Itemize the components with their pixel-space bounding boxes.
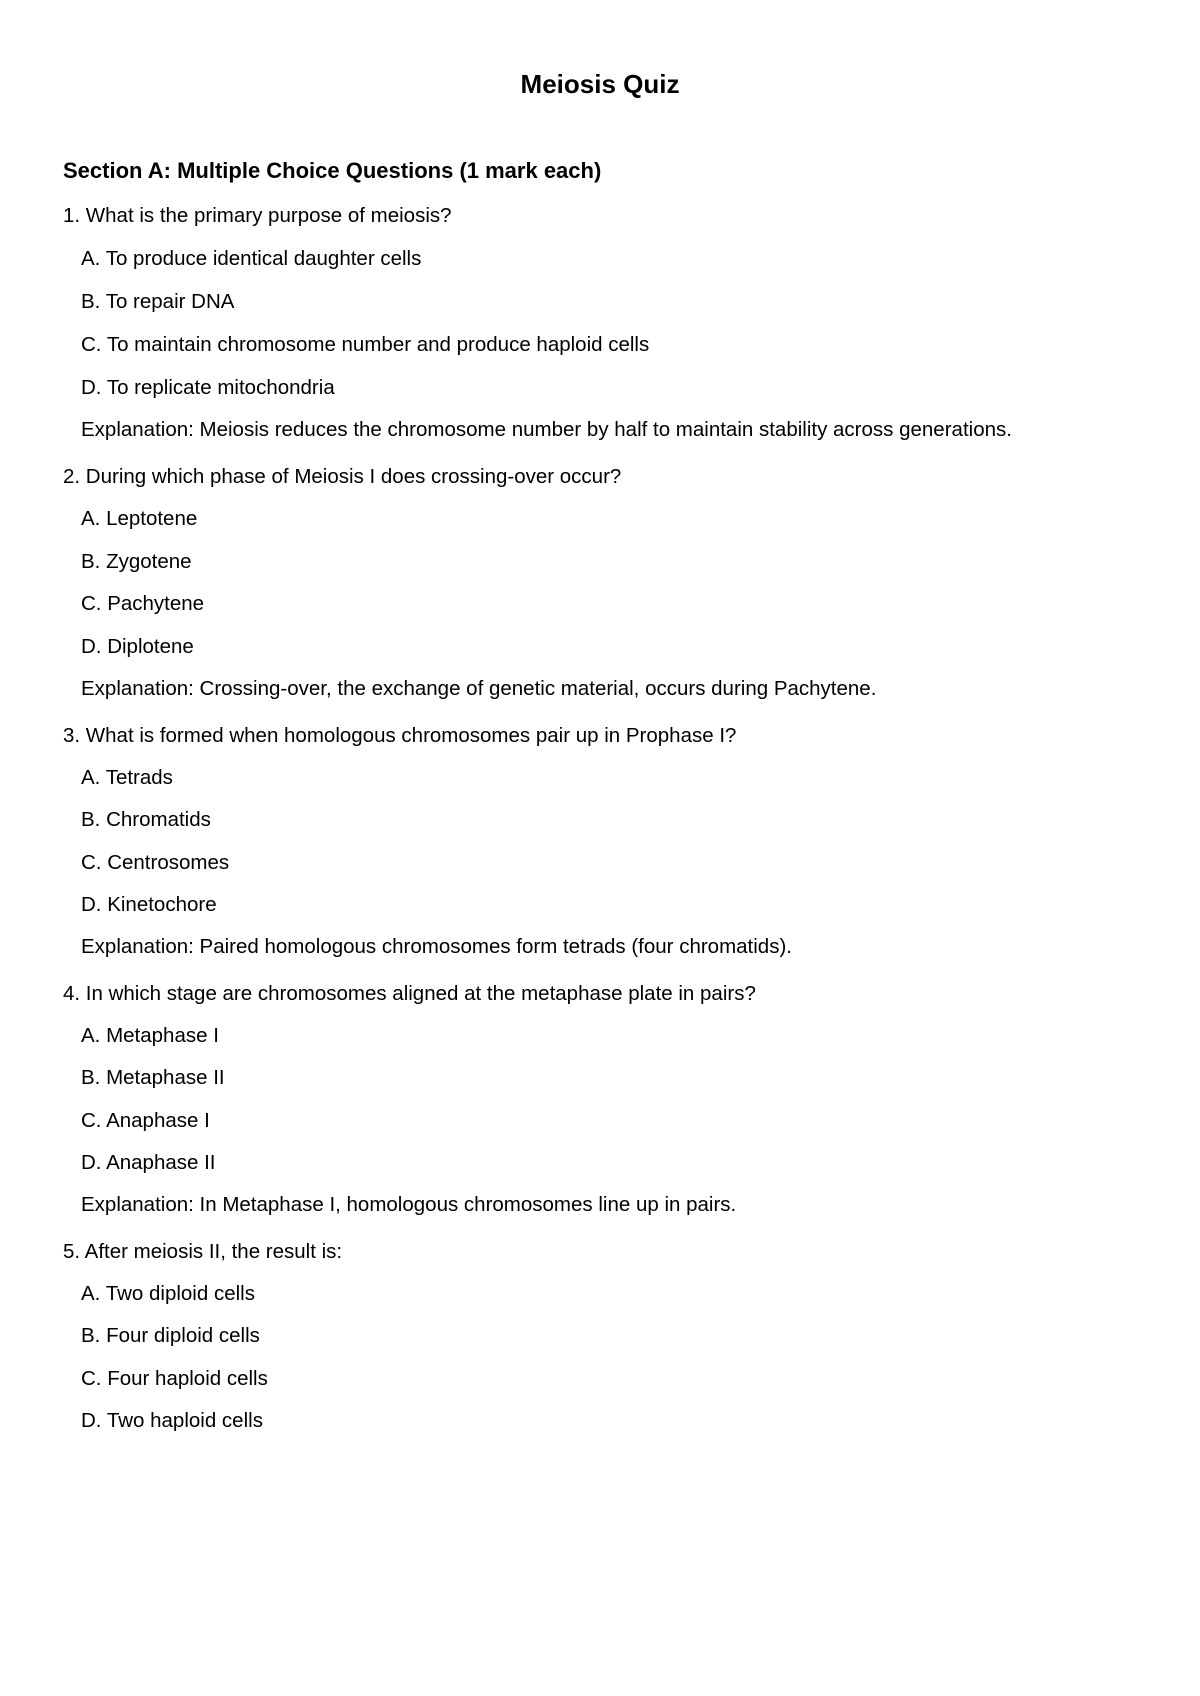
answer-option: D. To replicate mitochondria (81, 376, 335, 399)
answer-option: B. Zygotene (81, 550, 192, 573)
answer-option: B. Metaphase II (81, 1066, 225, 1089)
answer-option: C. To maintain chromosome number and produce haploid cells (81, 333, 650, 356)
question-text: 5. After meiosis II, the result is: (63, 1240, 343, 1263)
explanation-text: Explanation: In Metaphase I, homologous chromosomes line up in pairs. (81, 1193, 737, 1216)
explanation-text: Explanation: Paired homologous chromosomes form tetrads (four chromatids). (81, 935, 792, 958)
answer-option: C. Pachytene (81, 592, 205, 615)
section-heading: Section A: Multiple Choice Questions (1 mark each) (63, 158, 602, 183)
answer-option: D. Two haploid cells (81, 1409, 263, 1432)
question-text: 3. What is formed when homologous chromosomes pair up in Prophase I? (63, 724, 737, 747)
answer-option: A. To produce identical daughter cells (81, 247, 422, 270)
answer-option: C. Centrosomes (81, 851, 230, 874)
answer-option: B. Four diploid cells (81, 1324, 260, 1347)
answer-option: C. Four haploid cells (81, 1367, 268, 1390)
explanation-text: Explanation: Meiosis reduces the chromosome number by half to maintain stability across generations. (81, 418, 1012, 441)
answer-option: A. Leptotene (81, 507, 198, 530)
answer-option: D. Diplotene (81, 635, 194, 658)
question-text: 4. In which stage are chromosomes aligned at the metaphase plate in pairs? (63, 982, 756, 1005)
answer-option: B. To repair DNA (81, 290, 235, 313)
page-title: Meiosis Quiz (520, 69, 680, 99)
answer-option: A. Tetrads (81, 766, 173, 789)
answer-option: B. Chromatids (81, 808, 211, 831)
explanation-text: Explanation: Crossing-over, the exchange of genetic material, occurs during Pachytene. (81, 677, 877, 700)
answer-option: A. Two diploid cells (81, 1282, 255, 1305)
answer-option: C. Anaphase I (81, 1109, 210, 1132)
answer-option: D. Kinetochore (81, 893, 217, 916)
question-text: 2. During which phase of Meiosis I does crossing-over occur? (63, 465, 622, 488)
answer-option: D. Anaphase II (81, 1151, 216, 1174)
question-text: 1. What is the primary purpose of meiosis? (63, 204, 452, 227)
answer-option: A. Metaphase I (81, 1024, 219, 1047)
